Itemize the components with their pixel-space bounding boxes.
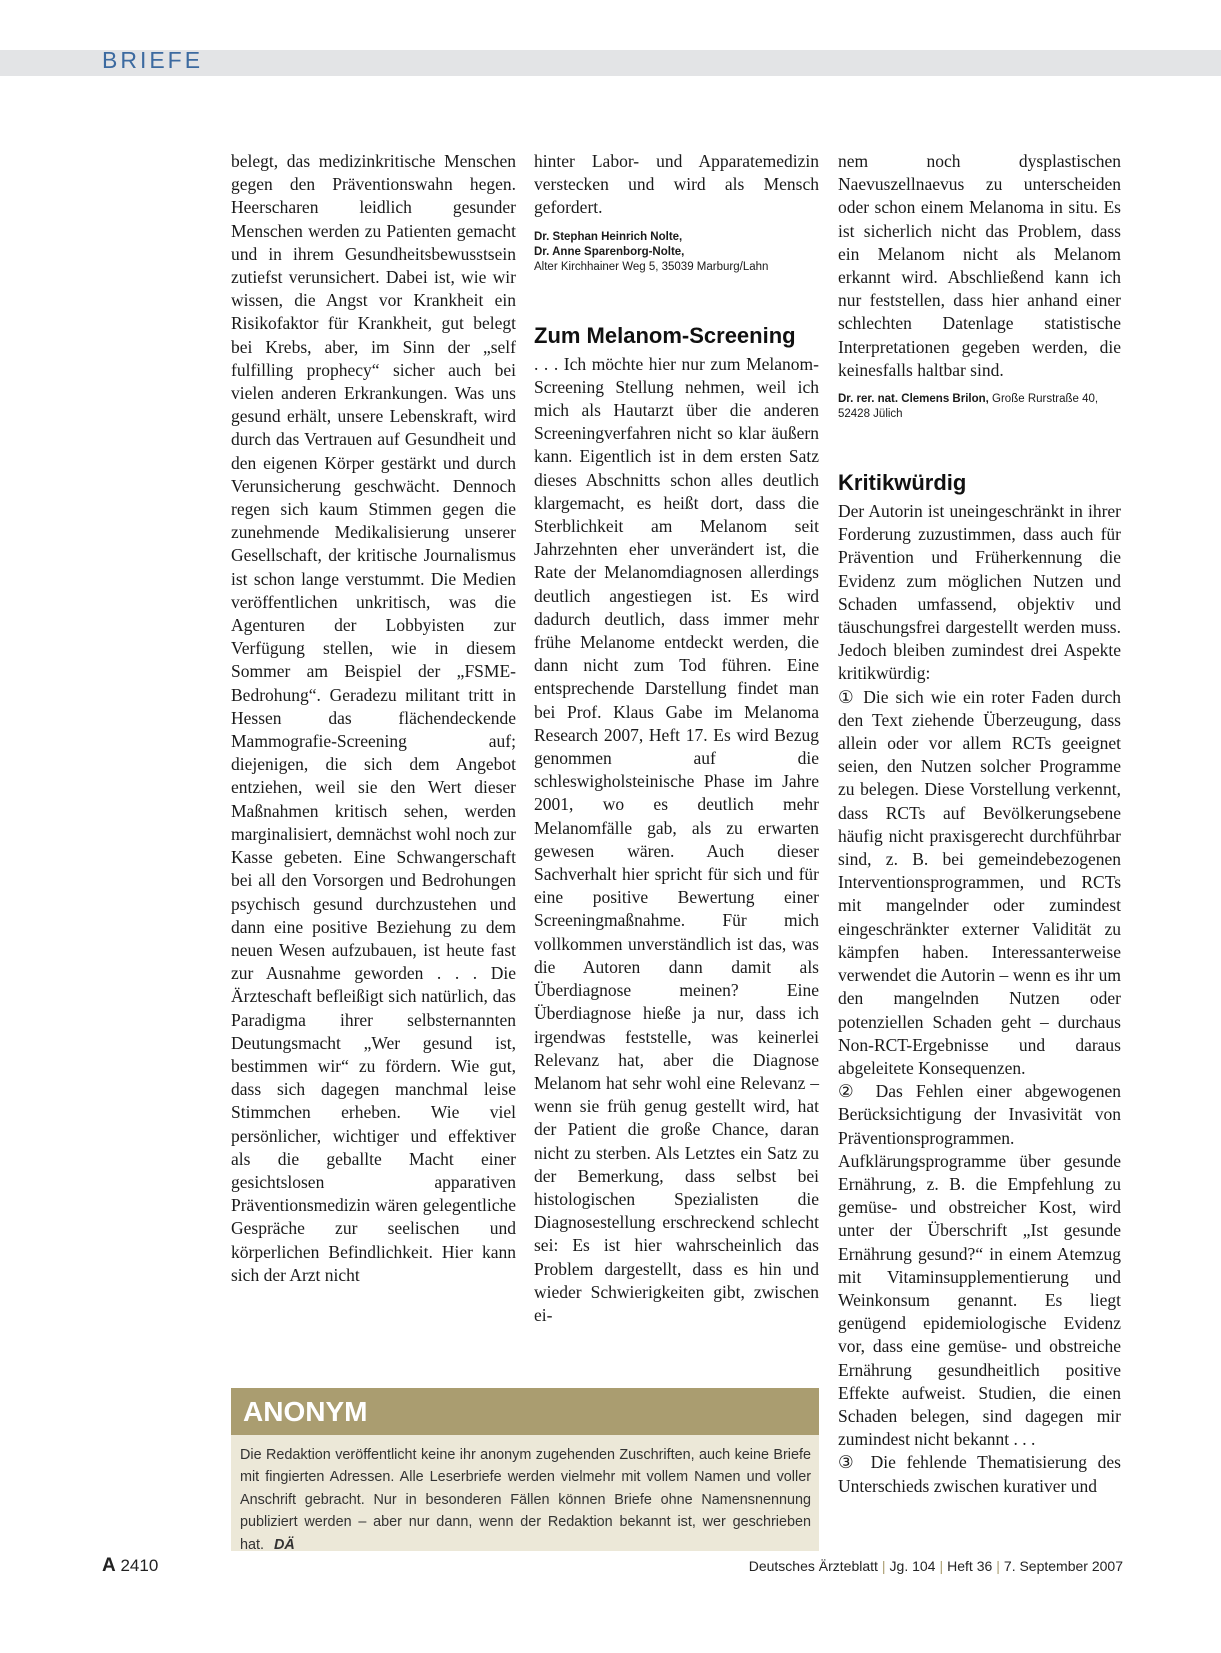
- body-paragraph: belegt, das medizinkritische Menschen gegen den Präventionswahn hegen. Heerscharen leidlich gesunder Menschen werden zu Patienten gemacht und in ihrem Gesundheitsbewusstsein zutiefst verunsichert. Dabei ist, wie wir wissen, die Angst vor Krankheit ein Risikofaktor für Krankheit, gut belegt bei Krebs, aber, im Sinn der „self fulfilling prophecy“ sicher auch bei vielen anderen Erkrankungen. Was uns gesund erhält, unsere Lebenskraft, wird durch das Vertrauen auf Gesundheit und den eigenen Körper gestärkt und durch Verunsicherung geschwächt. Dennoch regen sich kaum Stimmen gegen die zunehmende Medikalisierung unserer Gesellschaft, der kritische Journalismus ist schon lange verstummt. Die Medien veröffentlichen unkritisch, was die Agenturen der Lobbyisten zur Verfügung stellen, wie in diesem Sommer am Beispiel der „FSME-Bedrohung“. Geradezu militant tritt in Hessen das flächendeckende Mammografie-Screening auf; diejenigen, die sich dem Angebot entziehen, weil sie den Wert dieser Maßnahmen kritisch sehen, werden marginalisiert, demnächst wohl noch zur Kasse gebeten. Eine Schwangerschaft bei all den Vorsorgen und Bedrohungen psychisch gesund durchzustehen und dann eine positive Beziehung zu dem neuen Wesen aufzubauen, ist heute fast zur Ausnahme geworden . . . Die Ärzteschaft befleißigt sich natürlich, das Paradigma ihrer selbsternannten Deutungsmacht „Wer gesund ist, bestimmen wir“ zu fördern. Wie gut, dass sich dagegen manchmal leise Stimmchen erheben. Wie viel persönlicher, wichtiger und effektiver als die geballte Macht einer gesichtslosen apparativen Präventionsmedizin wären gelegentliche Gespräche zur seelischen und körperlichen Befindlichkeit. Hier kann sich der Arzt nicht: [231, 151, 516, 1285]
- anonym-notice-box: [231, 1388, 819, 1551]
- anonym-body: Die Redaktion veröffentlicht keine ihr anonym zugehenden Zuschriften, auch keine Briefe mit fingierten Adressen. Alle Leserbriefe werden vielmehr mit vollem Namen und voller Anschrift gebracht. Nur in besonderen Fällen können Briefe ohne Namensnennung publiziert werden – aber nur dann, wenn der Redaktion bekannt ist, wer geschrieben hat.: [240, 1447, 811, 1553]
- page-number-value: 2410: [120, 1556, 159, 1575]
- page-number: [102, 1555, 158, 1577]
- signature-address: Alter Kirchhainer Weg 5, 35039 Marburg/Lahn: [534, 260, 769, 273]
- letter-signature: [838, 392, 1121, 422]
- column-1: [231, 150, 516, 1287]
- letter-heading: Zum Melanom-Screening: [534, 322, 796, 348]
- body-paragraph: ③ Die fehlende Thematisierung des Unterschieds zwischen kurativer und: [838, 1452, 1121, 1496]
- page-prefix: A: [102, 1555, 116, 1576]
- anonym-title: ANONYM: [231, 1388, 819, 1435]
- anonym-sign: DÄ: [274, 1536, 295, 1553]
- journal-date: 7. September 2007: [1003, 1558, 1123, 1574]
- body-paragraph: ① Die sich wie ein roter Faden durch den Text ziehende Überzeugung, dass allein oder vor allem RCTs geeignet seien, den Nutzen solcher Programme zu belegen. Diese Vorstellung verkennt, dass RCTs auf Bevölkerungsebene häufig nicht praxisgerecht durchführbar sind, z. B. bei gemeindebezogenen Interventionsprogrammen, und RCTs mit mangelnder oder zumindest eingeschränkter externer Validität zu kämpfen haben. Interessanterweise verwendet die Autorin – wenn es ihr um den mangelnden Nutzen oder potenziellen Schaden geht – durchaus Non-RCT-Ergebnisse und daraus abgeleitete Konsequenzen.: [838, 686, 1121, 1078]
- body-paragraph: ② Das Fehlen einer abgewogenen Berücksichtigung der Invasivität von Präventionsprogrammen. Aufklärungsprogramme über gesunde Ernährung, z. B. die Empfehlung zu gemüse- und obstreicher Kost, wird unter der Überschrift „Ist gesunde Ernährung gesund?“ in einem Atemzug mit Vitaminsupplementierung und Weinkonsum genannt. Es liegt genügend epidemiologische Evidenz vor, dass eine gemüse- und obstreiche Ernährung gesundheitlich positive Effekte aufweist. Studien, die einen Schaden belegen, sind dagegen mir zumindest nicht bekannt . . .: [838, 1081, 1121, 1450]
- body-paragraph: nem noch dysplastischen Naevuszellnaevus zu unterscheiden oder schon einem Melanoma in situ. Es ist sicherlich nicht das Problem, dass ein Melanom nicht als Melanom erkannt wird. Abschließend kann ich nur feststellen, dass hier anhand einer schlechten Datenlage statistische Interpretationen gegeben werden, die keinesfalls haltbar sind.: [838, 151, 1121, 380]
- section-label: BRIEFE: [102, 47, 204, 73]
- signature-names: Dr. Stephan Heinrich Nolte, Dr. Anne Sparenborg-Nolte,: [534, 230, 685, 258]
- column-3: [838, 150, 1121, 1498]
- column-2: [534, 150, 819, 1327]
- journal-issue: Heft 36: [947, 1558, 993, 1574]
- signature-address: Große Rurstraße 40, 52428 Jülich: [838, 393, 1099, 421]
- body-paragraph: hinter Labor- und Apparatemedizin verstecken und wird als Mensch gefordert.: [534, 151, 819, 218]
- body-paragraph: Der Autorin ist uneingeschränkt in ihrer Forderung zuzustimmen, dass auch für Prävention und Früherkennung die Evidenz zum möglichen Nutzen und Schaden umfassend, objektiv und täuschungsfrei dargestellt werden muss. Jedoch bleiben zumindest drei Aspekte kritikwürdig:: [838, 501, 1121, 684]
- journal-name: Deutsches Ärzteblatt: [748, 1558, 878, 1574]
- signature-name: Dr. rer. nat. Clemens Brilon,: [838, 393, 989, 406]
- letter-signature: [534, 230, 819, 275]
- anonym-text: [231, 1435, 819, 1556]
- journal-volume: Jg. 104: [889, 1558, 936, 1574]
- body-paragraph: . . . Ich möchte hier nur zum Melanom-Screening Stellung nehmen, weil ich mich als Hautarzt über die anderen Screeningverfahren nicht so klar äußern kann. Eigentlich ist in dem ersten Satz dieses Abschnitts schon alles deutlich klargemacht, es heißt dort, dass die Sterblichkeit am Melanom seit Jahrzehnten eher unverändert ist, die Rate der Melanomdiagnosen allerdings deutlich angestiegen ist. Es wird dadurch deutlich, dass immer mehr frühe Melanome entdeckt werden, die dann nicht zum Tod führen. Eine entsprechende Darstellung findet man bei Prof. Klaus Gabe im Melanoma Research 2007, Heft 17. Es wird Bezug genommen auf die schleswigholsteinische Phase im Jahre 2001, wo es deutlich mehr Melanomfälle gab, als zu erwarten gewesen wären. Auch dieser Sachverhalt hier spricht für sich und für eine positive Bewertung einer Screeningmaßnahme. Für mich vollkommen unverständlich ist das, was die Autoren dann damit als Überdiagnose meinen? Eine Überdiagnose hieße ja nur, dass ich irgendwas feststelle, was keinerlei Relevanz hat, aber die Diagnose Melanom hat sehr wohl eine Relevanz – wenn sie früh genug gestellt wird, hat der Patient die große Chance, daran nicht zu sterben. Als Letztes ein Satz zu der Bemerkung, dass selbst bei histologischen Spezialisten die Diagnosestellung erschreckend schlecht sei: Es ist hier wahrscheinlich das Problem dargestellt, dass es hin und wieder Schwierigkeiten gibt, zwischen ei-: [534, 353, 819, 1325]
- letter-heading: Kritikwürdig: [838, 470, 967, 496]
- journal-footer: Deutsches Ärzteblatt | Jg. 104 | Heft 36 | 7. September 2007: [748, 1558, 1123, 1574]
